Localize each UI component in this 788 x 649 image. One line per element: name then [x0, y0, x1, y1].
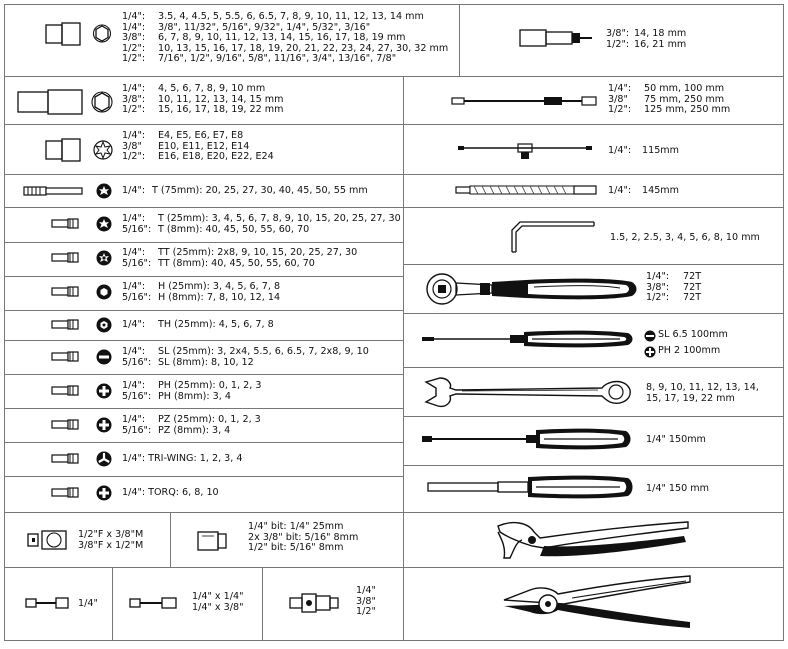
bit-holders-values: 1/4" bit: 1/4" 25mm 2x 3/8" bit: 5/16" 8mm 1/2" bit: 5/16" 8mm: [248, 521, 359, 553]
tt-bits-values: TT (25mm): 2x8, 9, 10, 15, 20, 25, 27, 30 TT (8mm): 40, 45, 50, 55, 60, 70: [158, 247, 358, 269]
sockets-small-sizes: 1/4": 1/4": 3/8": 1/2": 1/2":: [122, 11, 146, 64]
torq-values: 1/4": TORQ: 6, 8, 10: [122, 487, 219, 498]
e-socket-icon: [46, 138, 116, 164]
universal-joint-icon: [290, 592, 340, 616]
t-bar-value: 115mm: [642, 145, 680, 156]
tt-bit-icon: [52, 250, 114, 266]
spark-socket-values: 14, 18 mm 16, 21 mm: [634, 28, 687, 50]
row-divider: [4, 567, 784, 568]
universal-joints-values: 1/4" 3/8" 1/2": [356, 585, 376, 617]
torx-bit-icon: [52, 216, 114, 232]
phillips-bit-icon: [52, 383, 114, 399]
flex-ext-value: 145mm: [642, 185, 680, 196]
slotted-bit-icon: [52, 349, 114, 365]
socket-icon: [46, 22, 116, 48]
h-bits-values: H (25mm): 3, 4, 5, 6, 7, 8 H (8mm): 7, 8, 10, 12, 14: [158, 281, 281, 303]
hex-key-icon: [510, 220, 596, 254]
col-divider: [403, 76, 404, 641]
extension-bars-values: 50 mm, 100 mm 75 mm, 250 mm 125 mm, 250 mm: [644, 83, 731, 115]
combination-pliers-icon: [500, 572, 692, 634]
adapters-values: 1/2"F x 3/8"M 3/8"F x 1/2"M: [78, 529, 144, 551]
extension-bars-sizes: 1/4": 3/8" 1/2":: [608, 83, 632, 115]
th-bits-size: 1/4":: [122, 319, 146, 330]
bit-driver-icon: [428, 474, 636, 500]
pozidriv-bit-icon: [52, 417, 114, 433]
e-sockets-values: E4, E5, E6, E7, E8 E10, E11, E12, E14 E16, E18, E20, E22, E24: [158, 130, 274, 162]
deep-socket-icon: [18, 90, 114, 114]
th-bits-values: TH (25mm): 4, 5, 6, 7, 8: [158, 319, 274, 330]
tt-bits-sizes: 1/4": 5/16":: [122, 247, 152, 269]
socket-adapter-icon: [28, 530, 70, 550]
row-divider: [4, 76, 784, 77]
slotted-icon: [644, 330, 656, 342]
combination-wrench-icon: [422, 374, 634, 410]
screwdriver-phillips: PH 2 100mm: [658, 345, 721, 356]
ph-bits-sizes: 1/4": 5/16":: [122, 380, 152, 402]
flex-ext-size: 1/4":: [608, 185, 632, 196]
deep-sockets-sizes: 1/4": 3/8": 1/2":: [122, 83, 146, 115]
torx-long-values: T (75mm): 20, 25, 27, 30, 40, 45, 50, 55 mm: [152, 185, 368, 196]
bit-driver-value: 1/4" 150 mm: [646, 483, 709, 494]
pz-bits-sizes: 1/4": 5/16":: [122, 414, 152, 436]
torx-bits-values: T (25mm): 3, 4, 5, 6, 7, 8, 9, 10, 15, 20, 25, 27, 30 T (8mm): 40, 45, 50, 55, 60, 70: [158, 213, 401, 235]
hex-keys-values: 1.5, 2, 2.5, 3, 4, 5, 6, 8, 10 mm: [610, 232, 760, 243]
tri-wing-values: 1/4": TRI-WING: 1, 2, 3, 4: [122, 453, 243, 464]
spinner-handle-icon: [422, 427, 632, 451]
h-bits-sizes: 1/4": 5/16":: [122, 281, 152, 303]
extension-bar-icon: [452, 94, 598, 108]
flex-extension-icon: [456, 183, 598, 197]
ratchet-icon: [422, 272, 638, 306]
torx-long-bit-icon: [24, 183, 114, 199]
pz-bits-values: PZ (25mm): 0, 1, 2, 3 PZ (8mm): 3, 4: [158, 414, 261, 436]
col-divider: [459, 4, 460, 76]
t-bar-size: 1/4":: [608, 145, 632, 156]
extension-pair-values: 1/4" x 1/4" 1/4" x 3/8": [192, 591, 244, 613]
t-bar-handle-icon: [458, 141, 594, 161]
col-divider: [112, 567, 113, 641]
hex-bit-icon: [52, 284, 114, 300]
col-divider: [170, 512, 171, 567]
torq-bit-icon: [52, 485, 114, 501]
e-sockets-sizes: 1/4": 3/8" 1/2":: [122, 130, 146, 162]
extension-pair-icon: [130, 596, 178, 610]
water-pump-pliers-icon: [488, 518, 692, 566]
extension-small-value: 1/4": [78, 598, 98, 609]
sl-bits-sizes: 1/4": 5/16":: [122, 346, 152, 368]
extension-small-icon: [26, 596, 70, 610]
spark-socket-sizes: 3/8": 1/2":: [606, 28, 630, 50]
tamper-hex-bit-icon: [52, 317, 114, 333]
wrenches-values: 8, 9, 10, 11, 12, 13, 14, 15, 17, 19, 22 mm: [646, 382, 759, 404]
bit-holder-icon: [198, 530, 228, 552]
sockets-small-values: 3.5, 4, 4.5, 5, 5.5, 6, 6.5, 7, 8, 9, 10, 11, 12, 13, 14 mm 3/8", 11/32", 5/16", 9/32", 1/4", 5/32", 3/16" 6, 7, 8, 9, 10, 11, 12, 13, 14, 15, 16, 17, 18, 19 mm 10, 13, 15, 16, 17, 18, 19, 20, 21, 22, 23, 24, 27, 30, 32 mm 7/16", 1/2", 9/16", 5/8", 11/16", 3/4", 13/16", 7/8": [158, 11, 449, 64]
screwdriver-icon: [422, 328, 636, 350]
torx-long-size: 1/4":: [122, 185, 146, 196]
ph-bits-values: PH (25mm): 0, 1, 2, 3 PH (8mm): 3, 4: [158, 380, 262, 402]
ratchets-values: 72T 72T 72T: [683, 271, 702, 303]
torx-bits-sizes: 1/4": 5/16":: [122, 213, 152, 235]
sl-bits-values: SL (25mm): 3, 2x4, 5.5, 6, 6.5, 7, 2x8, 9, 10 SL (8mm): 8, 10, 12: [158, 346, 369, 368]
deep-sockets-values: 4, 5, 6, 7, 8, 9, 10 mm 10, 11, 12, 13, 14, 15 mm 15, 16, 17, 18, 19, 22 mm: [158, 83, 284, 115]
screwdriver-slotted: SL 6.5 100mm: [658, 329, 728, 340]
row-divider: [4, 512, 784, 513]
ratchets-sizes: 1/4": 3/8": 1/2":: [646, 271, 670, 303]
col-divider: [262, 567, 263, 641]
phillips-icon: [644, 346, 656, 358]
tri-wing-bit-icon: [52, 451, 114, 467]
spinner-value: 1/4" 150mm: [646, 434, 706, 445]
spark-plug-socket-icon: [520, 28, 596, 48]
